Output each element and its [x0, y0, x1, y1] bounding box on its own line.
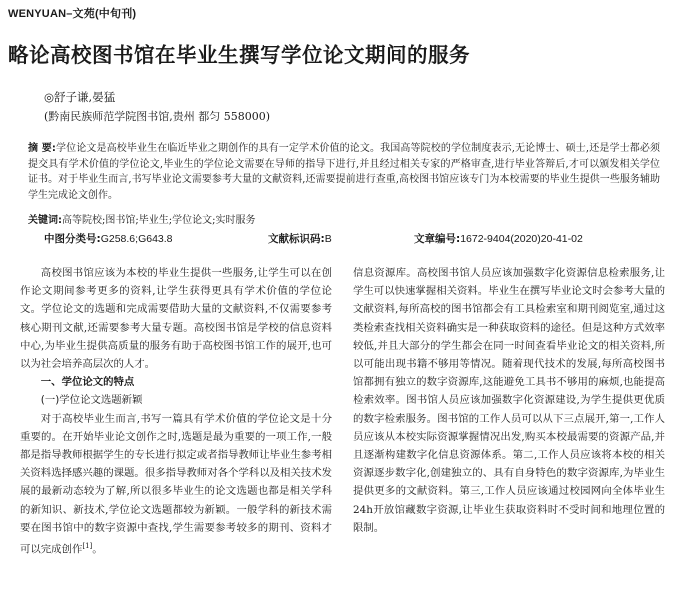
body-paragraph: 高校图书馆应该为本校的毕业生提供一些服务,让学生可以在创作论文期间参考更多的资料,让学生获得更具有学术价值的学位论文。学位论文的选题和完成需要借助大量的文献资料,不仅需要参考核心期刊文献,还需要参考大量专题。高校图书馆是学校的信息资料中心,为毕业生提供高质量的服务有助于高校图书馆工作的展开,也可以为社会培养高层次的人才。	[20, 267, 332, 371]
journal-header: WENYUAN–文苑(中旬刊)	[8, 8, 137, 20]
body-paragraph: 信息资源库。高校图书馆人员应该加强数字化资源信息检索服务,让学生可以快速掌握相关资料。毕业生在撰写毕业论文时会参考大量的文献资料,每所高校的图书馆都会有工具检索室和期刊阅览室,通过这类检索查找相关资料确实是一种获取资料的途径。但是这种方式效率较低,并且大部分的学生都会在同一时间查看毕业论文的相关资料,所以可能出现书籍不够用等情况。随着现代技术的发展,每所高校图书馆都拥有独立的数字资源库,这能避免工具书不够用的麻烦,也能提高检索效率。图书馆人员应该加强数字化资源建设,为学生提供更优质的数字检索服务。图书馆的工作人员可以从下三点展开,第一,工作人员应该从本校实际资源掌握情况出发,购买本校最需要的资源产品,并且逐渐构建数字化信息资源体系。第二,工作人员应该将本校的相关资源逐步数字化,创建独立的、具有自身特色的数字资源库,为毕业生提供更多的文献资料。第三,工作人员应该通过校园网向全体毕业生24h开放馆藏数字资源,让毕业生获取资料时不受时间和地理位置的限制。	[353, 267, 665, 534]
right-column	[353, 264, 665, 537]
abstract	[28, 141, 660, 203]
left-column	[20, 264, 332, 559]
doc-code-label: 文献标识码:	[268, 233, 325, 245]
article-no-label: 文章编号:	[414, 233, 461, 245]
doc-code-value: B	[324, 233, 332, 245]
body-paragraph	[20, 410, 332, 559]
clc-number	[44, 231, 173, 246]
document-code	[268, 231, 332, 246]
abstract-label: 摘 要:	[28, 143, 56, 154]
article-no-value: 1672-9404(2020)20-41-02	[460, 233, 583, 245]
article-title: 略论高校图书馆在毕业生撰写学位论文期间的服务	[8, 43, 470, 67]
section-heading: 一、学位论文的特点	[40, 376, 135, 389]
clc-label: 中图分类号:	[44, 233, 101, 245]
abstract-text: 学位论文是高校毕业生在临近毕业之期创作的具有一定学术价值的论文。我国高等院校的学位制度表示,无论博士、硕士,还是学士都必须提交具有学术价值的学位论文,毕业生的学位论文需要在导师的指导下进行,并且经过相关专家的严格审查,进行毕业答辩后,才可以颁发相关学位证书。对于毕业生而言,书写毕业论文需要参考大量的文献资料,还需要提前进行查重,高校图书馆应该专门为本校需要的毕业生提供一些服务辅助学生完成论文创作。	[28, 143, 661, 201]
paragraph-text: 对于高校毕业生而言,书写一篇具有学术价值的学位论文是十分重要的。在开始毕业论文创作之时,选题是最为重要的一项工作,一般都是指导教师根据学生的专长进行拟定或者指导教师让毕业生参考相关资料选择感兴趣的课题。很多指导教师对各个学科以及相关技术发展的最新动态较为了解,所以很多毕业生的论文选题也都是相关学科的新知识、新技术,学位论文选题都较为新颖。一般学科的新技术需要在图书馆中的数字资源中查找,学生需要参考较多的期刊、资料才可以完成创作	[20, 412, 332, 556]
article-authors: ◎舒子谦,晏猛	[44, 90, 116, 104]
citation-ref: [1]	[82, 542, 93, 551]
keywords	[28, 211, 255, 226]
paragraph-end: 。	[92, 543, 103, 556]
keywords-text: 高等院校;图书馆;毕业生;学位论文;实时服务	[62, 215, 256, 226]
author-affiliation: (黔南民族师范学院图书馆,贵州 都匀 558000)	[44, 110, 271, 123]
keywords-label: 关键词:	[28, 215, 62, 226]
article-number	[414, 231, 583, 246]
subsection-heading: (一)学位论文选题新颖	[40, 394, 143, 407]
clc-value: G258.6;G643.8	[100, 233, 173, 245]
